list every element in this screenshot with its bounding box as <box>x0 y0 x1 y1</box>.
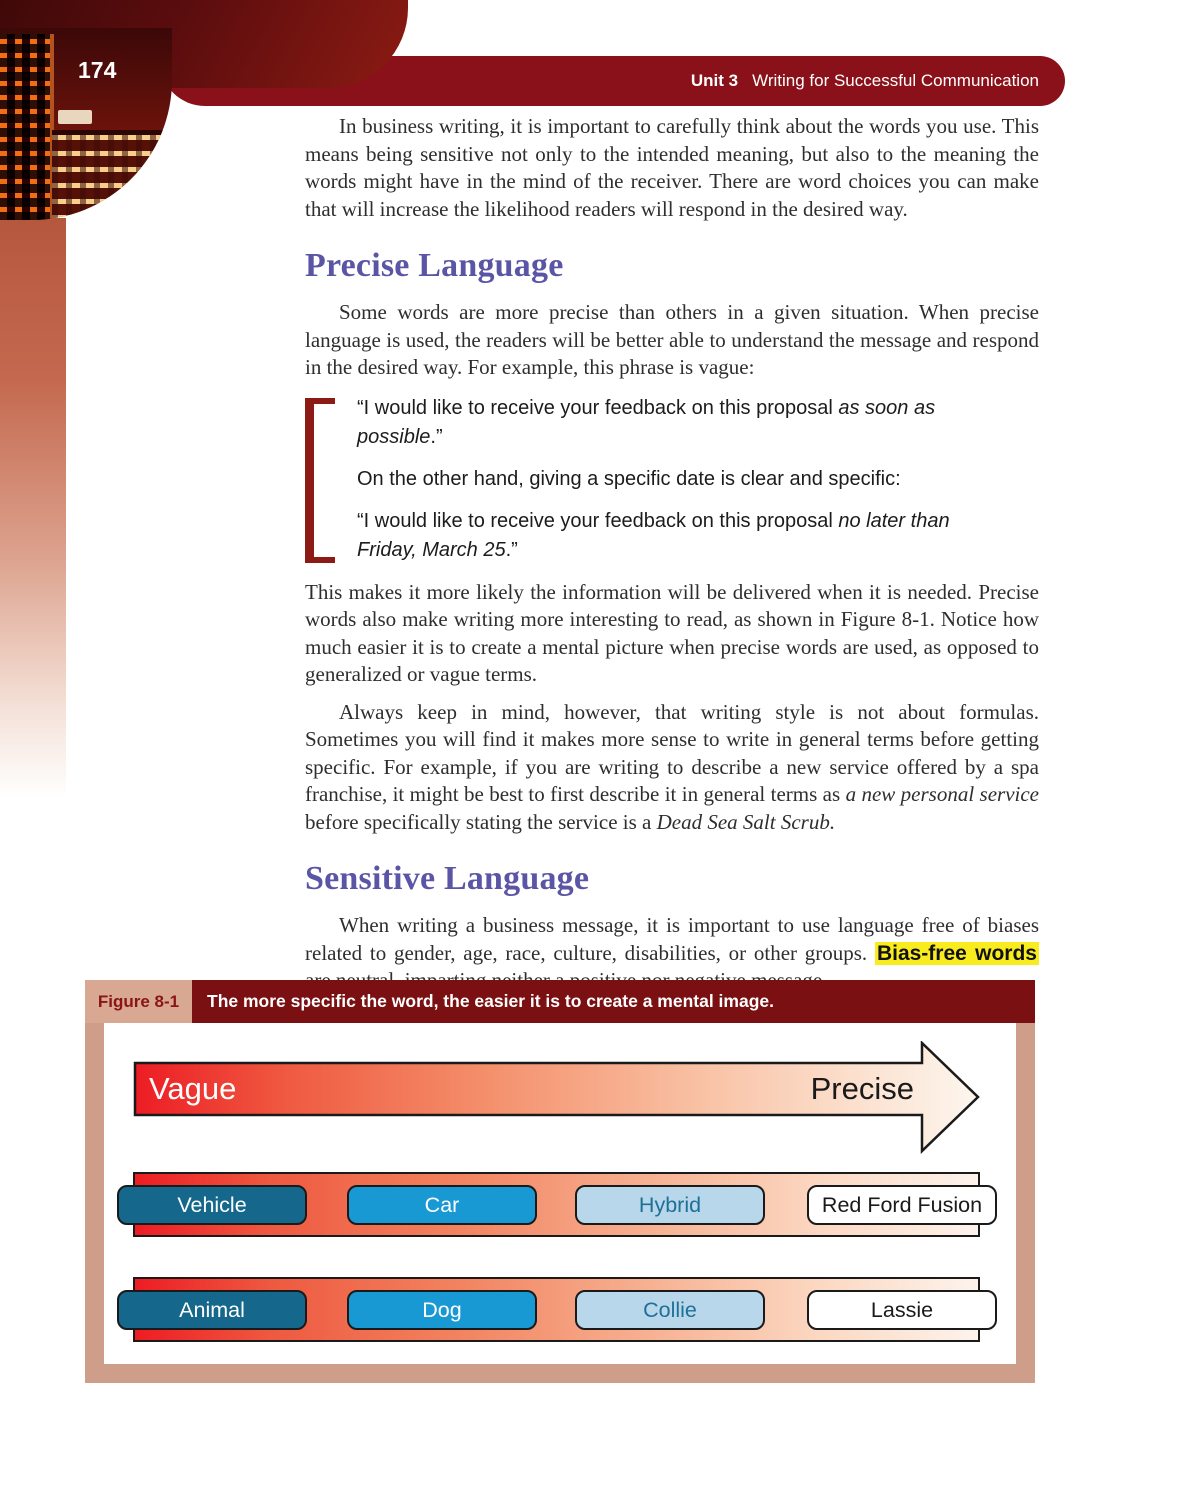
text-run-italic: a new personal service <box>845 782 1039 806</box>
photo-tower-building <box>0 34 54 220</box>
text-run: “I would like to receive your feedback on this proposal <box>357 509 839 532</box>
flow-box-red-ford-fusion: Red Ford Fusion <box>807 1185 997 1225</box>
photo-lowrise-building <box>52 130 172 220</box>
text-run: “I would like to receive your feedback on this proposal <box>357 396 839 419</box>
text-run-italic: Dead Sea Salt Scrub. <box>656 809 836 834</box>
text-run-italic: no later than Friday, March 25 <box>357 509 950 561</box>
photo-lit-sign <box>58 110 92 124</box>
flow-box-animal: Animal <box>117 1290 307 1330</box>
unit-label: Unit 3 <box>690 71 739 90</box>
heading-sensitive-language: Sensitive Language <box>305 860 590 897</box>
bias-free-words-highlight: Bias-free words <box>876 941 1037 965</box>
text-run: .” <box>430 425 443 448</box>
precise-paragraph-3 <box>305 699 1039 837</box>
quote-2 <box>357 507 960 565</box>
vague-precise-arrow <box>104 1041 1016 1171</box>
flow-box-collie: Collie <box>575 1290 765 1330</box>
figure-inner-panel <box>104 1023 1016 1364</box>
page-number: 174 <box>78 57 117 83</box>
flow-box-dog: Dog <box>347 1290 537 1330</box>
quote-1 <box>357 394 960 452</box>
heading-precise-language: Precise Language <box>305 247 564 284</box>
figure-8-1 <box>85 980 1035 1383</box>
unit-title: Writing for Successful Communication <box>752 71 1039 90</box>
flow-box-hybrid: Hybrid <box>575 1185 765 1225</box>
flow-box-vehicle: Vehicle <box>117 1185 307 1225</box>
text-run: When writing a business message, it is important to use language free of biases related to gender, age, race, culture, disabilities, or other groups. <box>305 913 1039 965</box>
text-run: before specifically stating the service is a <box>305 809 657 834</box>
intro-paragraph: In business writing, it is important to carefully think about the words you use. This means being sensitive not only to the intended meaning, but also to the meaning the words might have in the mind of the receiver. There are word choices you can make that will increase the likelihood readers will respond in the desired way. <box>305 114 1039 221</box>
left-gradient-strip <box>0 218 66 798</box>
flow-box-lassie: Lassie <box>807 1290 997 1330</box>
arrow-label-vague: Vague <box>149 1071 237 1106</box>
example-quote-block <box>305 394 1039 565</box>
main-text-column <box>305 113 1039 1001</box>
quote-bracket <box>305 398 335 563</box>
flow-box-car: Car <box>347 1185 537 1225</box>
quote-texts <box>335 394 960 565</box>
text-run: .” <box>505 538 518 561</box>
precise-paragraph-2: This makes it more likely the information will be delivered when it is needed. Precise words also make writing more interesting to read, as shown in Figure 8-1. Notice how much easier it is to create a mental picture when precise words are used, as opposed to generalized or vague terms. <box>305 579 1039 686</box>
figure-body <box>85 1023 1035 1383</box>
text-run-italic: as soon as possible <box>357 396 936 448</box>
text-run: Always keep in mind, however, that writing style is not about formulas. Sometimes you will find it makes more sense to write in general terms before getting specific. For example, if you are writing to describe a new service offered by a spa franchise, it might be best to first describe it in general terms as <box>305 699 1039 806</box>
quote-between: On the other hand, giving a specific date is clear and specific: <box>357 467 901 490</box>
precise-paragraph-1: Some words are more precise than others in a given situation. When precise language is used, the readers will be better able to understand the message and respond in the desired way. For example, this phrase is vague: <box>305 300 1039 379</box>
figure-label: Figure 8-1 <box>85 980 192 1023</box>
figure-caption: The more specific the word, the easier it is to create a mental image. <box>192 980 1035 1023</box>
figure-caption-row <box>85 980 1035 1023</box>
arrow-label-precise: Precise <box>810 1071 914 1106</box>
